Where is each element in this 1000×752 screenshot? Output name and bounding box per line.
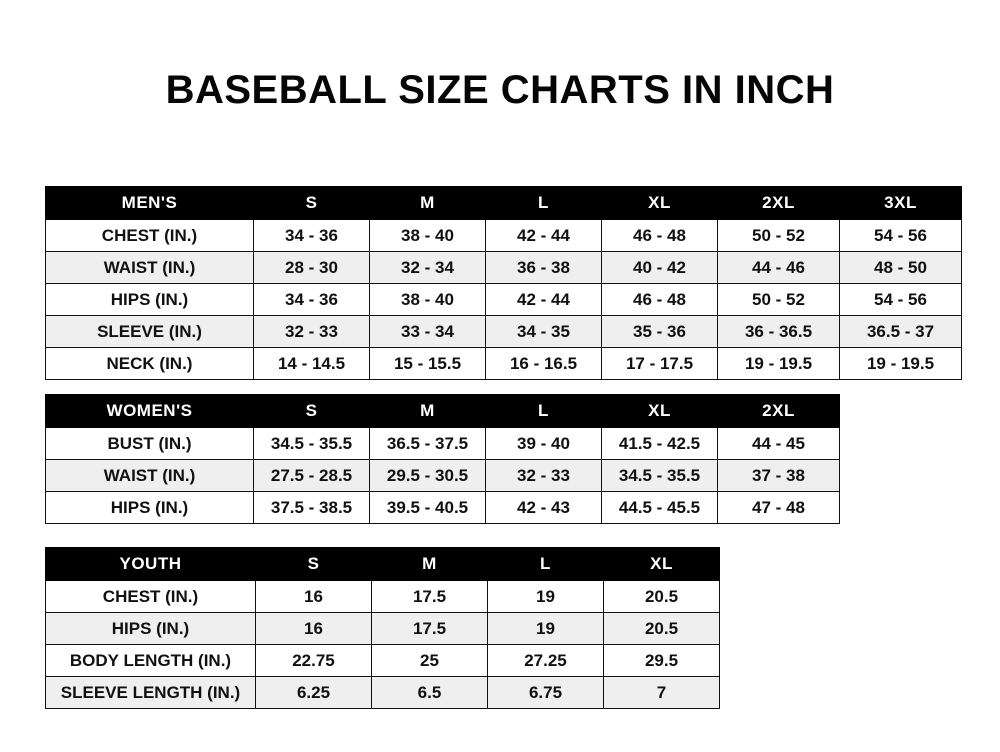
table-cell: 39.5 - 40.5 — [370, 492, 486, 524]
table-cell: 36 - 36.5 — [718, 316, 840, 348]
table-cell: 42 - 43 — [486, 492, 602, 524]
row-label: BUST (IN.) — [46, 428, 254, 460]
table-cell: 44 - 46 — [718, 252, 840, 284]
column-header: XL — [604, 548, 720, 581]
table-cell: 44.5 - 45.5 — [602, 492, 718, 524]
column-header: 2XL — [718, 187, 840, 220]
table-cell: 36.5 - 37 — [840, 316, 962, 348]
table-cell: 22.75 — [256, 645, 372, 677]
table-cell: 16 — [256, 581, 372, 613]
table-header-row — [46, 187, 962, 220]
table-row — [46, 492, 840, 524]
table-cell: 34 - 36 — [254, 220, 370, 252]
table-cell: 27.5 - 28.5 — [254, 460, 370, 492]
column-header: L — [486, 187, 602, 220]
table-cell: 32 - 33 — [254, 316, 370, 348]
table-row — [46, 581, 720, 613]
column-header: S — [254, 395, 370, 428]
column-header: YOUTH — [46, 548, 256, 581]
table-row — [46, 613, 720, 645]
table-cell: 37 - 38 — [718, 460, 840, 492]
column-header: M — [372, 548, 488, 581]
table-cell: 34.5 - 35.5 — [602, 460, 718, 492]
column-header: XL — [602, 395, 718, 428]
table-cell: 32 - 33 — [486, 460, 602, 492]
table-cell: 34.5 - 35.5 — [254, 428, 370, 460]
row-label: HIPS (IN.) — [46, 613, 256, 645]
table-cell: 7 — [604, 677, 720, 709]
table-cell: 44 - 45 — [718, 428, 840, 460]
table-row — [46, 460, 840, 492]
table-cell: 48 - 50 — [840, 252, 962, 284]
table-cell: 41.5 - 42.5 — [602, 428, 718, 460]
column-header: M — [370, 187, 486, 220]
table-row — [46, 252, 962, 284]
column-header: MEN'S — [46, 187, 254, 220]
table-cell: 54 - 56 — [840, 220, 962, 252]
table-cell: 34 - 35 — [486, 316, 602, 348]
row-label: NECK (IN.) — [46, 348, 254, 380]
table-header-row — [46, 395, 840, 428]
table-cell: 19 — [488, 581, 604, 613]
row-label: WAIST (IN.) — [46, 460, 254, 492]
column-header: M — [370, 395, 486, 428]
row-label: HIPS (IN.) — [46, 492, 254, 524]
table-cell: 46 - 48 — [602, 284, 718, 316]
table-cell: 46 - 48 — [602, 220, 718, 252]
table-cell: 19 — [488, 613, 604, 645]
table-cell: 35 - 36 — [602, 316, 718, 348]
table-cell: 54 - 56 — [840, 284, 962, 316]
table-cell: 32 - 34 — [370, 252, 486, 284]
column-header: L — [488, 548, 604, 581]
table-cell: 19 - 19.5 — [718, 348, 840, 380]
table-cell: 27.25 — [488, 645, 604, 677]
table-cell: 36 - 38 — [486, 252, 602, 284]
table-cell: 20.5 — [604, 581, 720, 613]
table-cell: 15 - 15.5 — [370, 348, 486, 380]
table-cell: 6.25 — [256, 677, 372, 709]
table-cell: 17.5 — [372, 613, 488, 645]
mens-size-table — [45, 186, 962, 380]
table-cell: 14 - 14.5 — [254, 348, 370, 380]
table-cell: 6.5 — [372, 677, 488, 709]
row-label: CHEST (IN.) — [46, 581, 256, 613]
table-row — [46, 677, 720, 709]
table-cell: 6.75 — [488, 677, 604, 709]
table-cell: 50 - 52 — [718, 284, 840, 316]
row-label: BODY LENGTH (IN.) — [46, 645, 256, 677]
row-label: SLEEVE (IN.) — [46, 316, 254, 348]
table-cell: 16 - 16.5 — [486, 348, 602, 380]
column-header: 2XL — [718, 395, 840, 428]
table-cell: 29.5 - 30.5 — [370, 460, 486, 492]
table-cell: 19 - 19.5 — [840, 348, 962, 380]
table-cell: 25 — [372, 645, 488, 677]
table-cell: 16 — [256, 613, 372, 645]
womens-size-table — [45, 394, 840, 524]
table-cell: 34 - 36 — [254, 284, 370, 316]
table-cell: 17.5 — [372, 581, 488, 613]
table-cell: 17 - 17.5 — [602, 348, 718, 380]
table-cell: 39 - 40 — [486, 428, 602, 460]
row-label: WAIST (IN.) — [46, 252, 254, 284]
table-cell: 38 - 40 — [370, 284, 486, 316]
table-cell: 36.5 - 37.5 — [370, 428, 486, 460]
table-cell: 40 - 42 — [602, 252, 718, 284]
table-cell: 42 - 44 — [486, 220, 602, 252]
table-cell: 50 - 52 — [718, 220, 840, 252]
table-header-row — [46, 548, 720, 581]
table-cell: 29.5 — [604, 645, 720, 677]
table-cell: 28 - 30 — [254, 252, 370, 284]
column-header: L — [486, 395, 602, 428]
table-cell: 47 - 48 — [718, 492, 840, 524]
table-row — [46, 316, 962, 348]
row-label: HIPS (IN.) — [46, 284, 254, 316]
table-cell: 20.5 — [604, 613, 720, 645]
table-row — [46, 428, 840, 460]
table-row — [46, 220, 962, 252]
table-cell: 38 - 40 — [370, 220, 486, 252]
table-cell: 33 - 34 — [370, 316, 486, 348]
column-header: S — [254, 187, 370, 220]
column-header: S — [256, 548, 372, 581]
table-cell: 37.5 - 38.5 — [254, 492, 370, 524]
youth-size-table — [45, 547, 720, 709]
row-label: SLEEVE LENGTH (IN.) — [46, 677, 256, 709]
table-row — [46, 645, 720, 677]
table-row — [46, 348, 962, 380]
table-cell: 42 - 44 — [486, 284, 602, 316]
page-title: BASEBALL SIZE CHARTS IN INCH — [165, 68, 835, 112]
row-label: CHEST (IN.) — [46, 220, 254, 252]
column-header: WOMEN'S — [46, 395, 254, 428]
column-header: 3XL — [840, 187, 962, 220]
table-row — [46, 284, 962, 316]
column-header: XL — [602, 187, 718, 220]
